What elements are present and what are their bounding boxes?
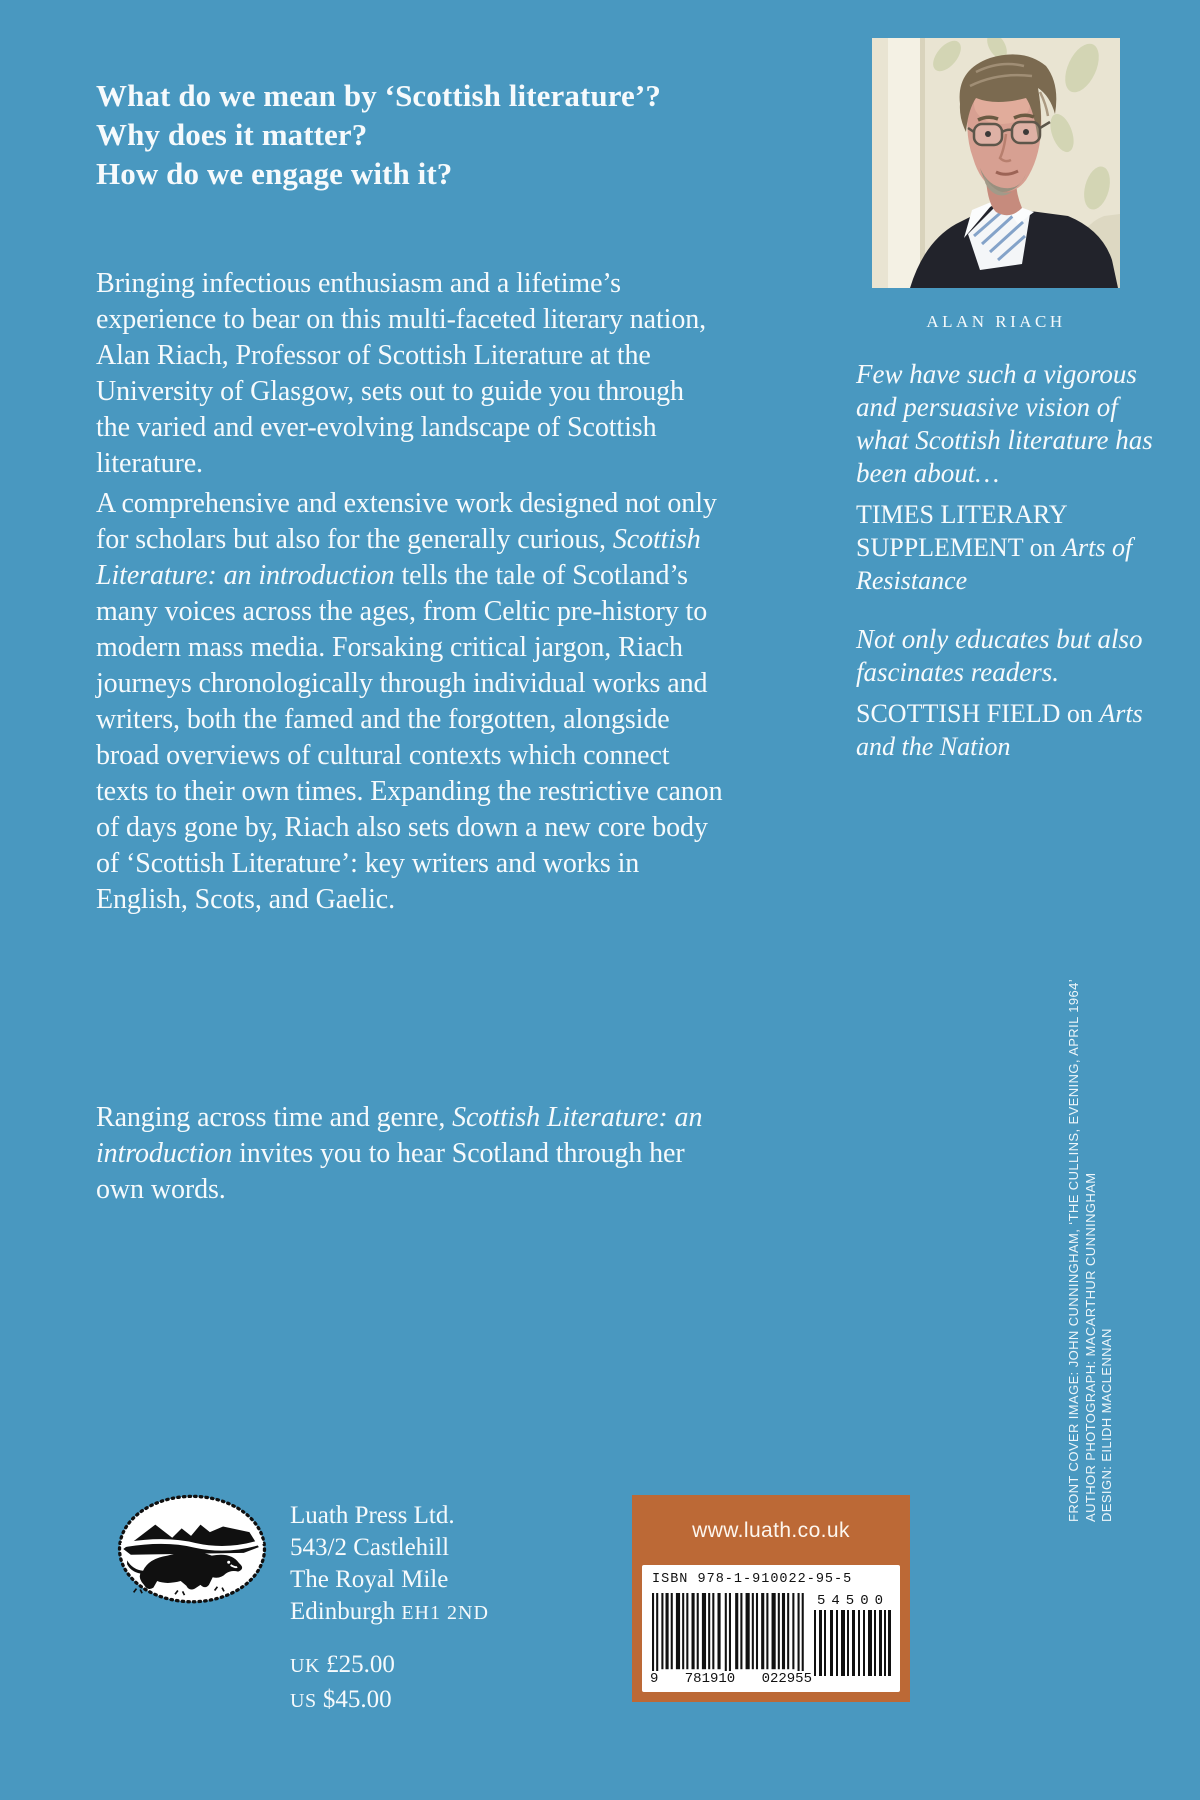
author-name-caption: ALAN RIACH: [926, 312, 1066, 331]
quote-text: Few have such a vigorous and persuasive vision of what Scottish literature has been about…: [856, 359, 1153, 488]
production-credits: [1066, 979, 1116, 1522]
price-addon-barcode: [814, 1593, 892, 1686]
publisher-street-2: The Royal Mile: [290, 1566, 449, 1593]
quote-source: TIMES LITERARY SUPPLEMENT: [856, 500, 1067, 562]
publisher-name: Luath Press Ltd.: [290, 1502, 455, 1529]
barcode-box: [642, 1565, 900, 1692]
synopsis-paragraph-3: [96, 1100, 724, 1208]
headline: [96, 76, 756, 193]
door-frame: [888, 38, 920, 288]
website-url: www.luath.co.uk: [692, 1519, 850, 1542]
quote-source: SCOTTISH FIELD: [856, 699, 1061, 728]
synopsis-paragraph-2: [96, 486, 724, 918]
paragraph-text: tells the tale of Scotland’s many voices across the ages, from Celtic pre-history to modern mass media. Forsaking critical jargon, Riach journeys chronologically through individual works and writers, both the famed and the forgotten, alongside broad overviews of cultural contexts which connect texts to their own times. Expanding the restrictive canon of days gone by, Riach also sets down a new core body of ‘Scottish Literature’: key writers and works in English, Scots, and Gaelic.: [96, 560, 723, 915]
publisher-address: [290, 1500, 489, 1629]
price-uk: UK £25.00: [290, 1651, 395, 1678]
synopsis-paragraph-1: Bringing infectious enthusiasm and a lifetime’s experience to bear on this multi-faceted literary nation, Alan Riach, Professor of Scottish Literature at the University of Glasgow, sets out to guide you through the varied and ever-evolving landscape of Scottish literature.: [96, 268, 707, 479]
paragraph-text: invites you to hear Scotland through her own words.: [96, 1138, 685, 1205]
isbn-label: ISBN 978-1-910022-95-5: [652, 1572, 853, 1587]
luath-press-logo: [112, 1488, 272, 1612]
book-title-italic: Scottish Literature: an introduction: [96, 524, 701, 591]
credit-front-cover-image: FRONT COVER IMAGE: JOHN CUNNINGHAM, ‘THE CULLINS, EVENING, APRIL 1964’: [1066, 978, 1081, 1522]
review-quotes: [856, 358, 1158, 763]
publisher-city: Edinburgh EH1 2ND: [290, 1598, 489, 1625]
addon-digits: 54500: [816, 1593, 889, 1609]
quote-text: Not only educates but also fascinates readers.: [856, 624, 1143, 687]
credit-author-photograph: AUTHOR PHOTOGRAPH: MACARTHUR CUNNINGHAM: [1082, 1172, 1098, 1522]
headline-line-1: What do we mean by ‘Scottish literature’?: [96, 78, 661, 113]
credit-design: DESIGN: EILIDH MACLENNAN: [1099, 1328, 1114, 1522]
quote-attribution: TIMES LITERARY SUPPLEMENT on Arts of Resistance: [856, 500, 1133, 595]
paragraph-text: Ranging across time and genre,: [96, 1102, 453, 1133]
publisher-street: 543/2 Castlehill: [290, 1534, 450, 1561]
barcode-digits: 9 781910 022955: [650, 1671, 812, 1687]
author-photo: [872, 38, 1120, 288]
ean-barcode: [652, 1593, 810, 1686]
quoted-work-title: Arts and the Nation: [856, 699, 1143, 761]
price-block: [290, 1648, 395, 1718]
headline-line-2: Why does it matter?: [96, 117, 368, 152]
book-title-italic: Scottish Literature: an introduction: [96, 1102, 703, 1169]
author-portrait-illustration: [872, 38, 1120, 288]
quote-attribution: SCOTTISH FIELD on Arts and the Nation: [856, 699, 1143, 761]
headline-line-3: How do we engage with it?: [96, 156, 453, 191]
barcode-panel: [632, 1495, 910, 1702]
paragraph-text: A comprehensive and extensive work designed not only for scholars but also for the generally curious,: [96, 488, 717, 555]
price-us: US $45.00: [290, 1686, 392, 1713]
postcode: EH1 2ND: [401, 1602, 489, 1624]
quoted-work-title: Arts of Resistance: [856, 533, 1133, 595]
